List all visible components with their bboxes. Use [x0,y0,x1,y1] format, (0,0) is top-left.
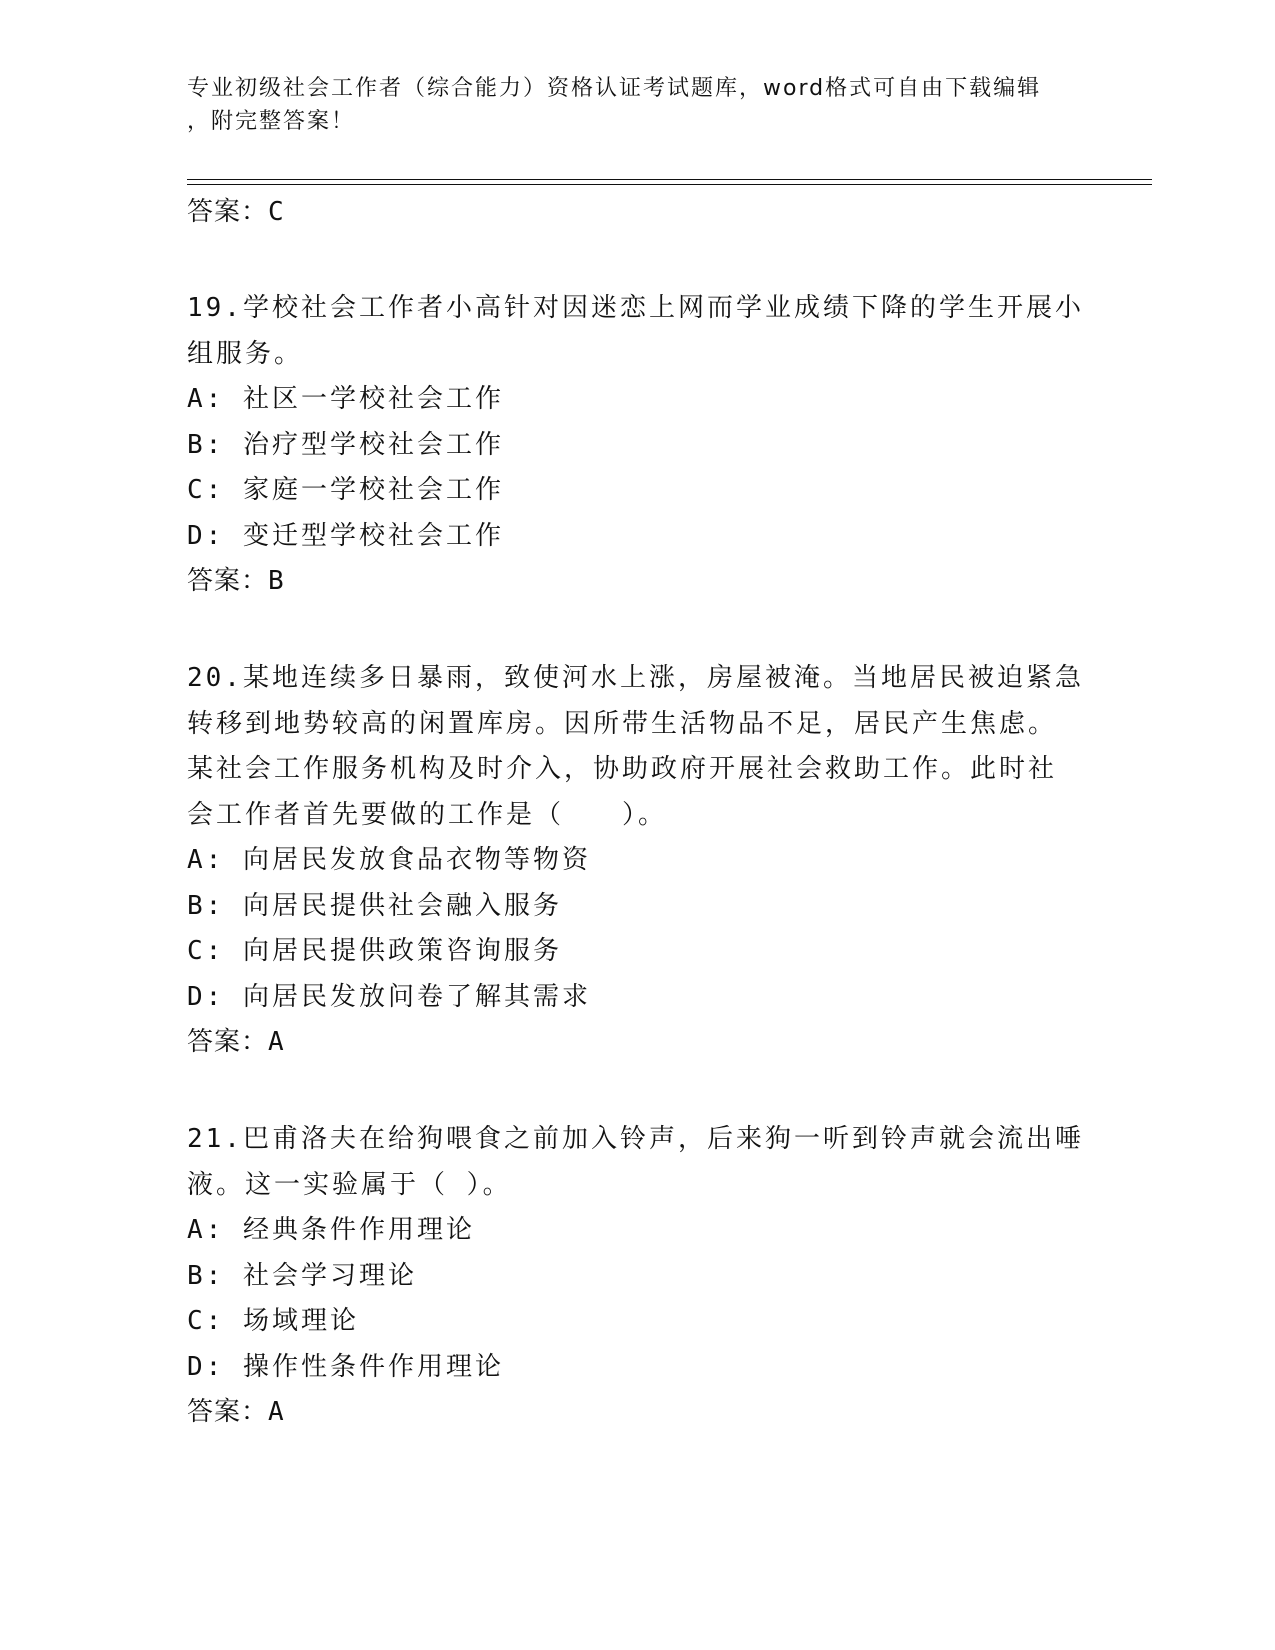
answer-label: 答案： [187,1027,269,1057]
option-a: A: 向居民发放食品衣物等物资 [187,845,591,875]
option-c: C: 向居民提供政策咨询服务 [187,936,562,966]
question-text [187,286,1087,377]
header-line-1: 专业初级社会工作者（综合能力）资格认证考试题库，word格式可自由下载编辑 [187,76,1042,101]
option-d: D: 操作性条件作用理论 [187,1351,504,1382]
spacer [187,603,1087,656]
question-text-line: 液。这一实验属于（ ）。 [187,1169,512,1200]
question-text-line: 组服务。 [187,338,304,369]
previous-answer [187,190,1087,234]
answer-value: A [268,1027,285,1057]
question-text-line: 转移到地势较高的闲置库房。因所带生活物品不足，居民产生焦虑。 [187,708,1058,739]
header-divider-bottom [187,184,1152,185]
header-divider-top [187,179,1152,180]
answer [187,1390,1087,1434]
option-b: B: 治疗型学校社会工作 [187,429,504,460]
answer-value: A [268,1397,285,1427]
page-header [187,72,1067,138]
option-c: C: 场域理论 [187,1306,359,1336]
answer-label: 答案： [187,1397,269,1427]
question-text-line: 19.学校社会工作者小高针对因迷恋上网而学业成绩下降的学生开展小 [187,293,1084,323]
question-text-line: 会工作者首先要做的工作是（ ）。 [187,799,668,830]
question-text-line: 21.巴甫洛夫在给狗喂食之前加入铃声，后来狗一听到铃声就会流出唾 [187,1124,1084,1154]
option-b: B: 向居民提供社会融入服务 [187,890,562,921]
header-line-2: ，附完整答案！ [187,109,356,134]
option-a: A: 社区一学校社会工作 [187,384,504,414]
spacer [187,1064,1087,1117]
question-text-line: 某社会工作服务机构及时介入，协助政府开展社会救助工作。此时社 [187,754,1058,784]
option-d: D: 变迁型学校社会工作 [187,520,504,551]
question-19 [187,286,1087,603]
option-c: C: 家庭一学校社会工作 [187,475,504,505]
answer [187,559,1087,603]
answer-value: C [268,197,285,227]
spacer [187,234,1087,286]
option-b: B: 社会学习理论 [187,1260,417,1291]
answer-label: 答案： [187,566,269,596]
option-d: D: 向居民发放问卷了解其需求 [187,981,591,1012]
question-list [187,190,1087,1434]
answer-value: B [268,566,285,596]
question-text-line: 20.某地连续多日暴雨，致使河水上涨，房屋被淹。当地居民被迫紧急 [187,663,1084,693]
question-text [187,1117,1087,1208]
question-text [187,656,1087,838]
answer-label: 答案： [187,197,269,227]
question-21 [187,1117,1087,1434]
option-a: A: 经典条件作用理论 [187,1215,475,1245]
question-20 [187,656,1087,1064]
answer [187,1020,1087,1064]
